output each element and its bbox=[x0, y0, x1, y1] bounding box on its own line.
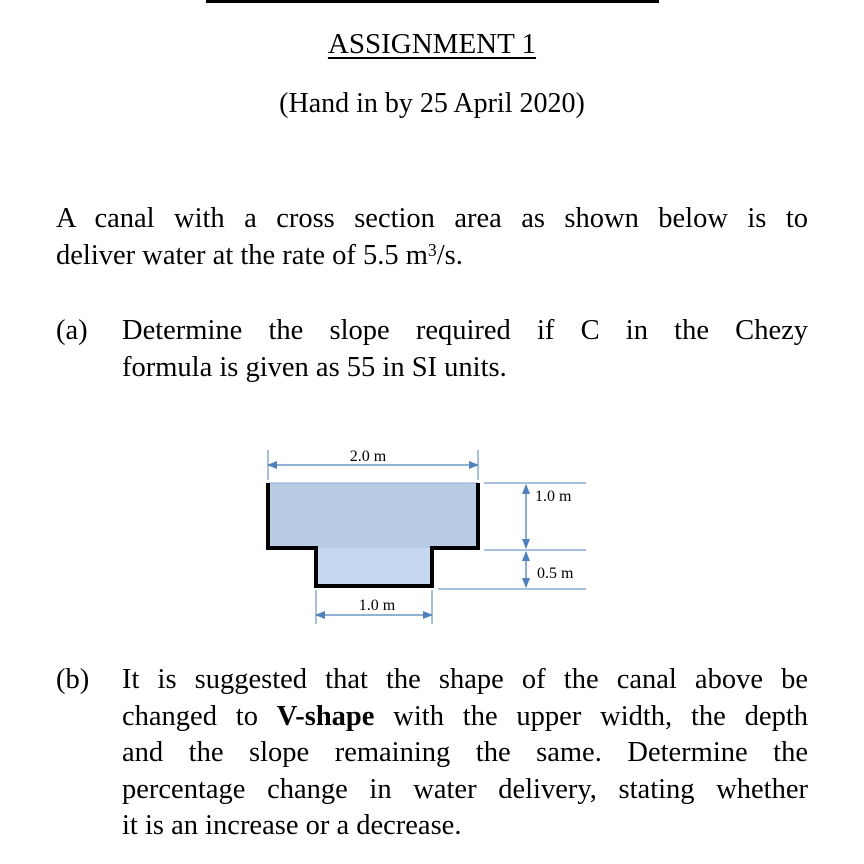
intro-paragraph bbox=[56, 201, 808, 274]
water-lower-section bbox=[316, 548, 432, 586]
water-upper-section bbox=[268, 483, 478, 548]
top-width-label: 2.0 m bbox=[349, 448, 387, 465]
top-rule bbox=[206, 0, 659, 3]
part-b-line-1: It is suggested that the shape of the canal above be bbox=[122, 664, 808, 695]
part-a-label: (a) bbox=[56, 315, 88, 346]
canal-wall bbox=[268, 483, 478, 586]
intro-line-1: A canal with a cross section area as shown below is to bbox=[56, 203, 808, 234]
part-b-line-2-suffix: with the upper width, the depth bbox=[374, 700, 808, 732]
part-b-body bbox=[122, 662, 808, 845]
title-text: ASSIGNMENT 1 bbox=[327, 28, 537, 60]
bottom-width-label: 1.0 m bbox=[358, 597, 396, 614]
lower-depth-label: 0.5 m bbox=[537, 565, 574, 582]
part-b-line-2-prefix: changed to bbox=[122, 700, 277, 732]
upper-depth-label: 1.0 m bbox=[535, 488, 572, 505]
intro-line-2 bbox=[56, 238, 808, 275]
part-b-line-2 bbox=[122, 699, 808, 736]
page-subtitle: (Hand in by 25 April 2020) bbox=[279, 88, 585, 119]
page-title bbox=[0, 26, 864, 62]
intro-line-2-suffix: /s. bbox=[436, 239, 463, 271]
v-shape-emphasis: V-shape bbox=[276, 700, 375, 732]
part-b-line-3: and the slope remaining the same. Determine the bbox=[122, 737, 808, 768]
part-a-body bbox=[122, 313, 808, 386]
intro-superscript: 3 bbox=[427, 239, 437, 260]
intro-line-2-prefix: deliver water at the rate of 5.5 m bbox=[56, 239, 428, 271]
part-a-line-2: formula is given as 55 in SI units. bbox=[122, 351, 507, 383]
part-b-label: (b) bbox=[56, 664, 90, 695]
part-a-line-1: Determine the slope required if C in the Chezy bbox=[122, 315, 808, 346]
part-b-line-4: percentage change in water delivery, stating whether bbox=[122, 773, 808, 805]
part-b-line-5: it is an increase or a decrease. bbox=[122, 810, 462, 841]
